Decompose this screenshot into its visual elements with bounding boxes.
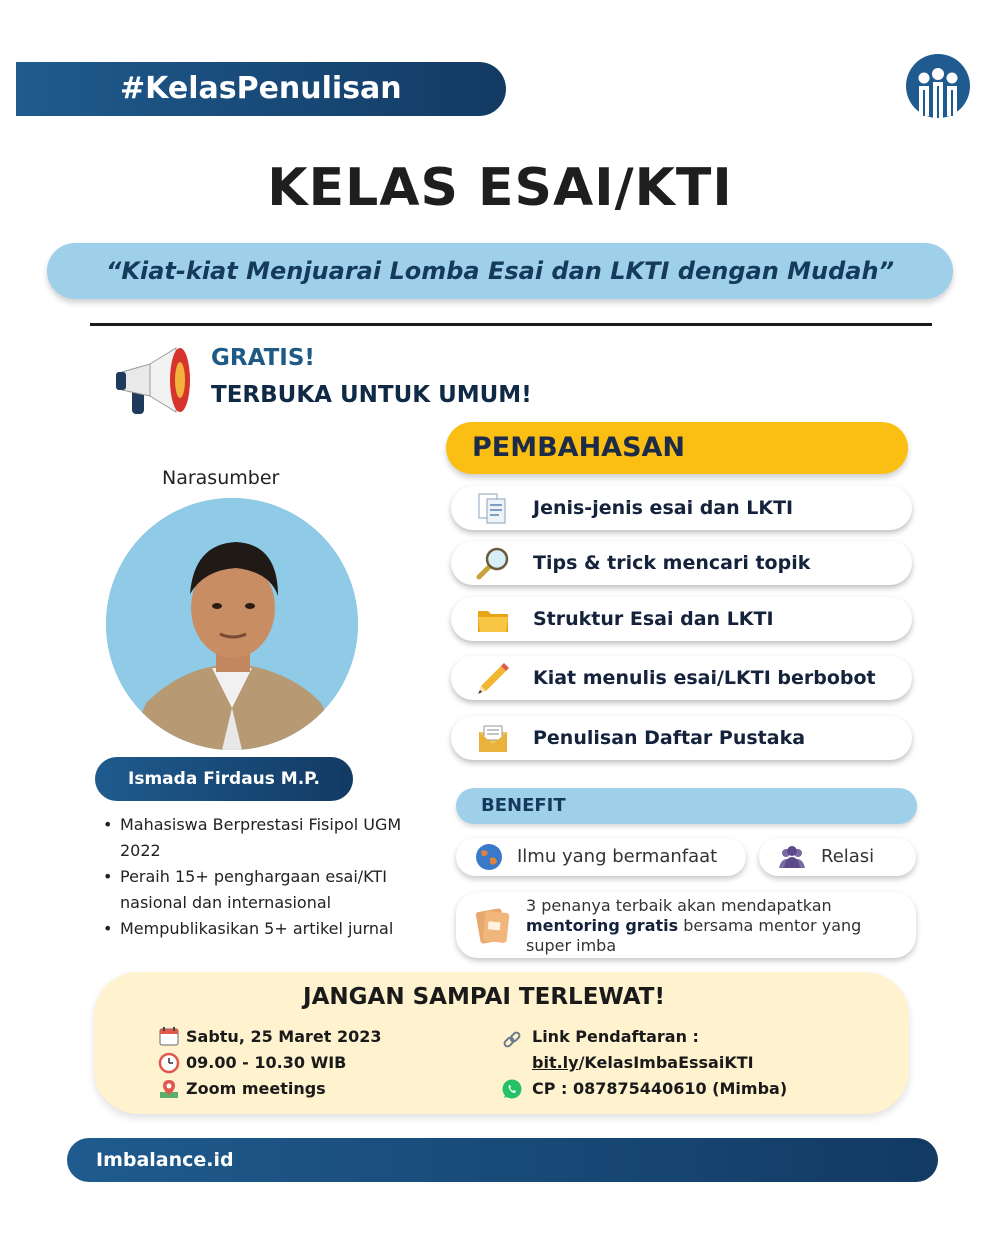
footer-site: Imbalance.id (67, 1138, 938, 1182)
topic-item-bibliography (451, 716, 912, 760)
mentoring-benefit (456, 892, 916, 958)
benefit-label: Relasi (821, 846, 875, 867)
globe-icon (474, 842, 504, 872)
hashtag-banner: #KelasPenulisan (16, 62, 506, 116)
magnifier-icon (475, 545, 511, 581)
speaker-bio-item: • Mahasiswa Berprestasi Fisipol UGM 2022 (103, 812, 433, 864)
event-info-box (94, 972, 909, 1114)
event-heading: JANGAN SAMPAI TERLEWAT! (303, 984, 665, 1010)
mentoring-text: 3 penanya terbaik akan mendapatkan mentoring gratis bersama mentor yang super imba (526, 896, 862, 955)
topic-label: Jenis-jenis esai dan LKTI (533, 497, 794, 519)
whatsapp-icon (501, 1078, 523, 1100)
topic-item-writing (451, 656, 912, 700)
benefit-item-knowledge (456, 838, 746, 876)
event-date: Sabtu, 25 Maret 2023 (186, 1027, 382, 1046)
event-platform: Zoom meetings (186, 1079, 326, 1098)
speaker-label: Narasumber (162, 467, 280, 489)
speaker-bio-item: • Mempublikasikan 5+ artikel jurnal (103, 916, 433, 942)
divider (90, 323, 932, 326)
topic-item-structure (451, 597, 912, 641)
page-title: KELAS ESAI/KTI (267, 158, 733, 218)
envelope-icon (475, 720, 511, 756)
registration-link[interactable]: bit.ly/KelasImbaEssaiKTI (532, 1053, 754, 1072)
folder-icon (475, 601, 511, 637)
topic-item-types (451, 486, 912, 530)
speaker-name: Ismada Firdaus M.P. (95, 757, 353, 801)
topic-label: Penulisan Daftar Pustaka (533, 727, 806, 749)
benefit-item-network (759, 838, 916, 876)
location-pin-icon (158, 1078, 180, 1100)
link-icon (501, 1029, 523, 1051)
subtitle-banner: “Kiat-kiat Menjuarai Lomba Esai dan LKTI dengan Mudah” (47, 243, 953, 299)
documents-icon (475, 490, 511, 526)
contact-person: CP : 087875440610 (Mimba) (532, 1079, 788, 1098)
pencil-icon (475, 660, 511, 696)
clock-icon (158, 1052, 180, 1074)
calendar-icon (158, 1025, 180, 1047)
registration-label: Link Pendaftaran : (532, 1027, 699, 1046)
open-public-label: TERBUKA UNTUK UMUM! (211, 382, 532, 408)
topics-heading: PEMBAHASAN (446, 422, 908, 474)
topic-label: Struktur Esai dan LKTI (533, 608, 774, 630)
megaphone-icon (114, 342, 198, 422)
free-label: GRATIS! (211, 345, 315, 371)
speaker-photo (106, 498, 358, 750)
benefit-label: Ilmu yang bermanfaat (517, 846, 718, 867)
topic-label: Kiat menulis esai/LKTI berbobot (533, 667, 876, 689)
topic-item-tips (451, 541, 912, 585)
passport-icon (472, 906, 512, 946)
people-icon (777, 842, 807, 872)
speaker-bio-item: • Peraih 15+ penghargaan esai/KTI nasional dan internasional (103, 864, 433, 916)
topic-label: Tips & trick mencari topik (533, 552, 811, 574)
event-time: 09.00 - 10.30 WIB (186, 1053, 347, 1072)
people-group-logo-icon (904, 52, 972, 120)
benefit-heading: BENEFIT (456, 788, 917, 824)
speaker-bio-list (103, 812, 433, 942)
